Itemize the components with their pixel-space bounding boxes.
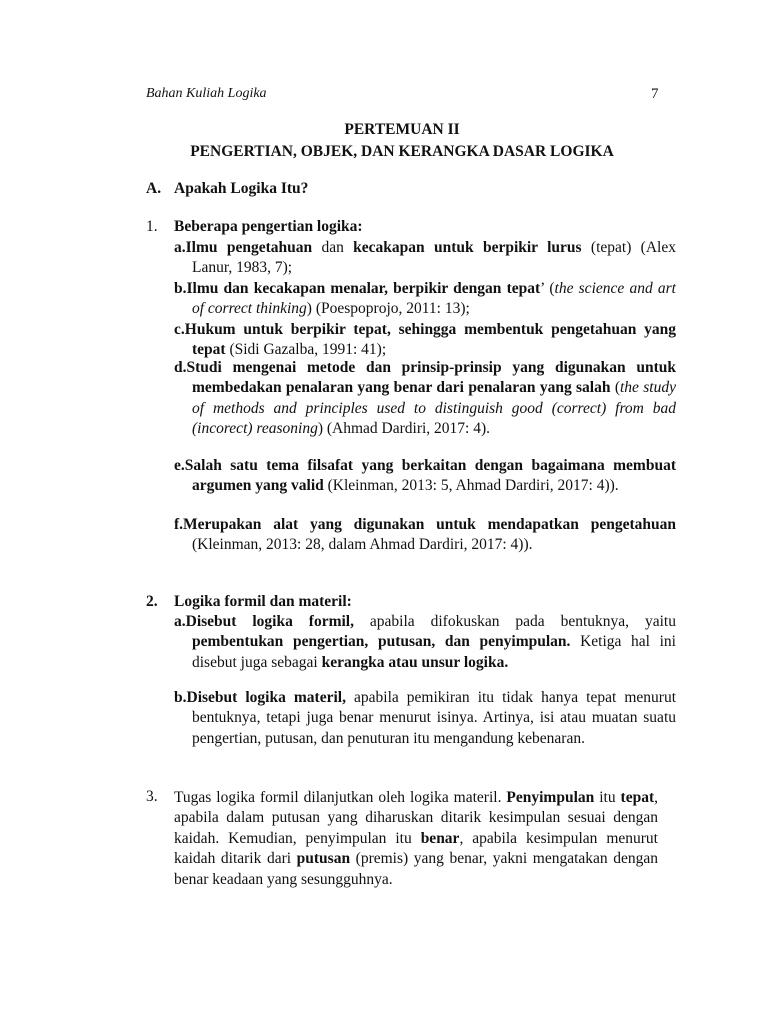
meeting-heading: PERTEMUAN II — [344, 121, 460, 138]
item-letter: a. — [174, 239, 186, 256]
page-number: 7 — [651, 86, 659, 102]
logic-formil-item: a.Disebut logika formil, apabila difokuskan pada bentuknya, yaitu pembentukan pengertian, putusan, dan penyimpulan. Ketiga hal ini disebut juga sebagai kerangka atau unsur logika. — [174, 613, 676, 671]
definition-item-e: e.Salah satu tema filsafat yang berkaitan dengan bagaimana membuat argumen yang valid (Kleinman, 2013: 5, Ahmad Dardiri, 2017: 4)). — [174, 457, 676, 495]
point-1-title: Beberapa pengertian logika: — [174, 218, 363, 235]
item-letter: e. — [174, 457, 185, 474]
definition-item-a: a.Ilmu pengetahuan dan kecakapan untuk berpikir lurus (tepat) (Alex Lanur, 1983, 7); — [174, 239, 676, 277]
point-2-title: Logika formil dan materil: — [174, 593, 352, 610]
chapter-title: PENGERTIAN, OBJEK, DAN KERANGKA DASAR LOGIKA — [190, 143, 614, 160]
item-letter: b. — [174, 689, 187, 706]
definition-item-b: b.Ilmu dan kecakapan menalar, berpikir dengan tepat’ (the science and art of correct thinking) (Poespoprojo, 2011: 13); — [174, 280, 676, 318]
section-a-title: Apakah Logika Itu? — [174, 180, 309, 197]
section-a-letter: A. — [146, 180, 162, 197]
running-header-title: Bahan Kuliah Logika — [146, 86, 267, 101]
definition-item-d: d.Studi mengenai metode dan prinsip-prinsip yang digunakan untuk membedakan penalaran yang benar dari penalaran yang salah (the study of methods and principles used to distinguish good (correct) from bad (incorect) reasoning) (Ahmad Dardiri, 2017: 4). — [174, 359, 676, 438]
section-a-heading — [146, 180, 308, 198]
definition-item-f: f.Merupakan alat yang digunakan untuk mendapatkan pengetahuan (Kleinman, 2013: 28, dalam Ahmad Dardiri, 2017: 4)). — [174, 516, 676, 554]
point-1-number: 1. — [146, 218, 158, 235]
point-3-number: 3. — [146, 788, 158, 805]
point-2-number: 2. — [146, 593, 158, 610]
definition-item-c: c.Hukum untuk berpikir tepat, sehingga membentuk pengetahuan yang tepat (Sidi Gazalba, 1991: 41); — [174, 321, 676, 359]
item-letter: f. — [174, 516, 184, 533]
item-letter: d. — [174, 359, 187, 376]
logic-materil-item: b.Disebut logika materil, apabila pemikiran itu tidak hanya tepat menurut bentuknya, tetapi juga benar menurut isinya. Artinya, isi atau muatan suatu pengertian, putusan, dan penuturan itu mengandung kebenaran. — [174, 689, 677, 747]
item-letter: b. — [174, 280, 187, 297]
item-letter: a. — [174, 613, 186, 630]
point-3-paragraph: Tugas logika formil dilanjutkan oleh logika materil. Penyimpulan itu tepat, apabila dalam putusan yang diharuskan ditarik kesimpulan sesuai dengan kaidah. Kemudian, penyimpulan itu benar, apabila kesimpulan menurut kaidah ditarik dari putusan (premis) yang benar, yakni mengatakan dengan benar keadaan yang sesungguhnya. — [174, 789, 658, 888]
item-letter: c. — [174, 321, 185, 338]
